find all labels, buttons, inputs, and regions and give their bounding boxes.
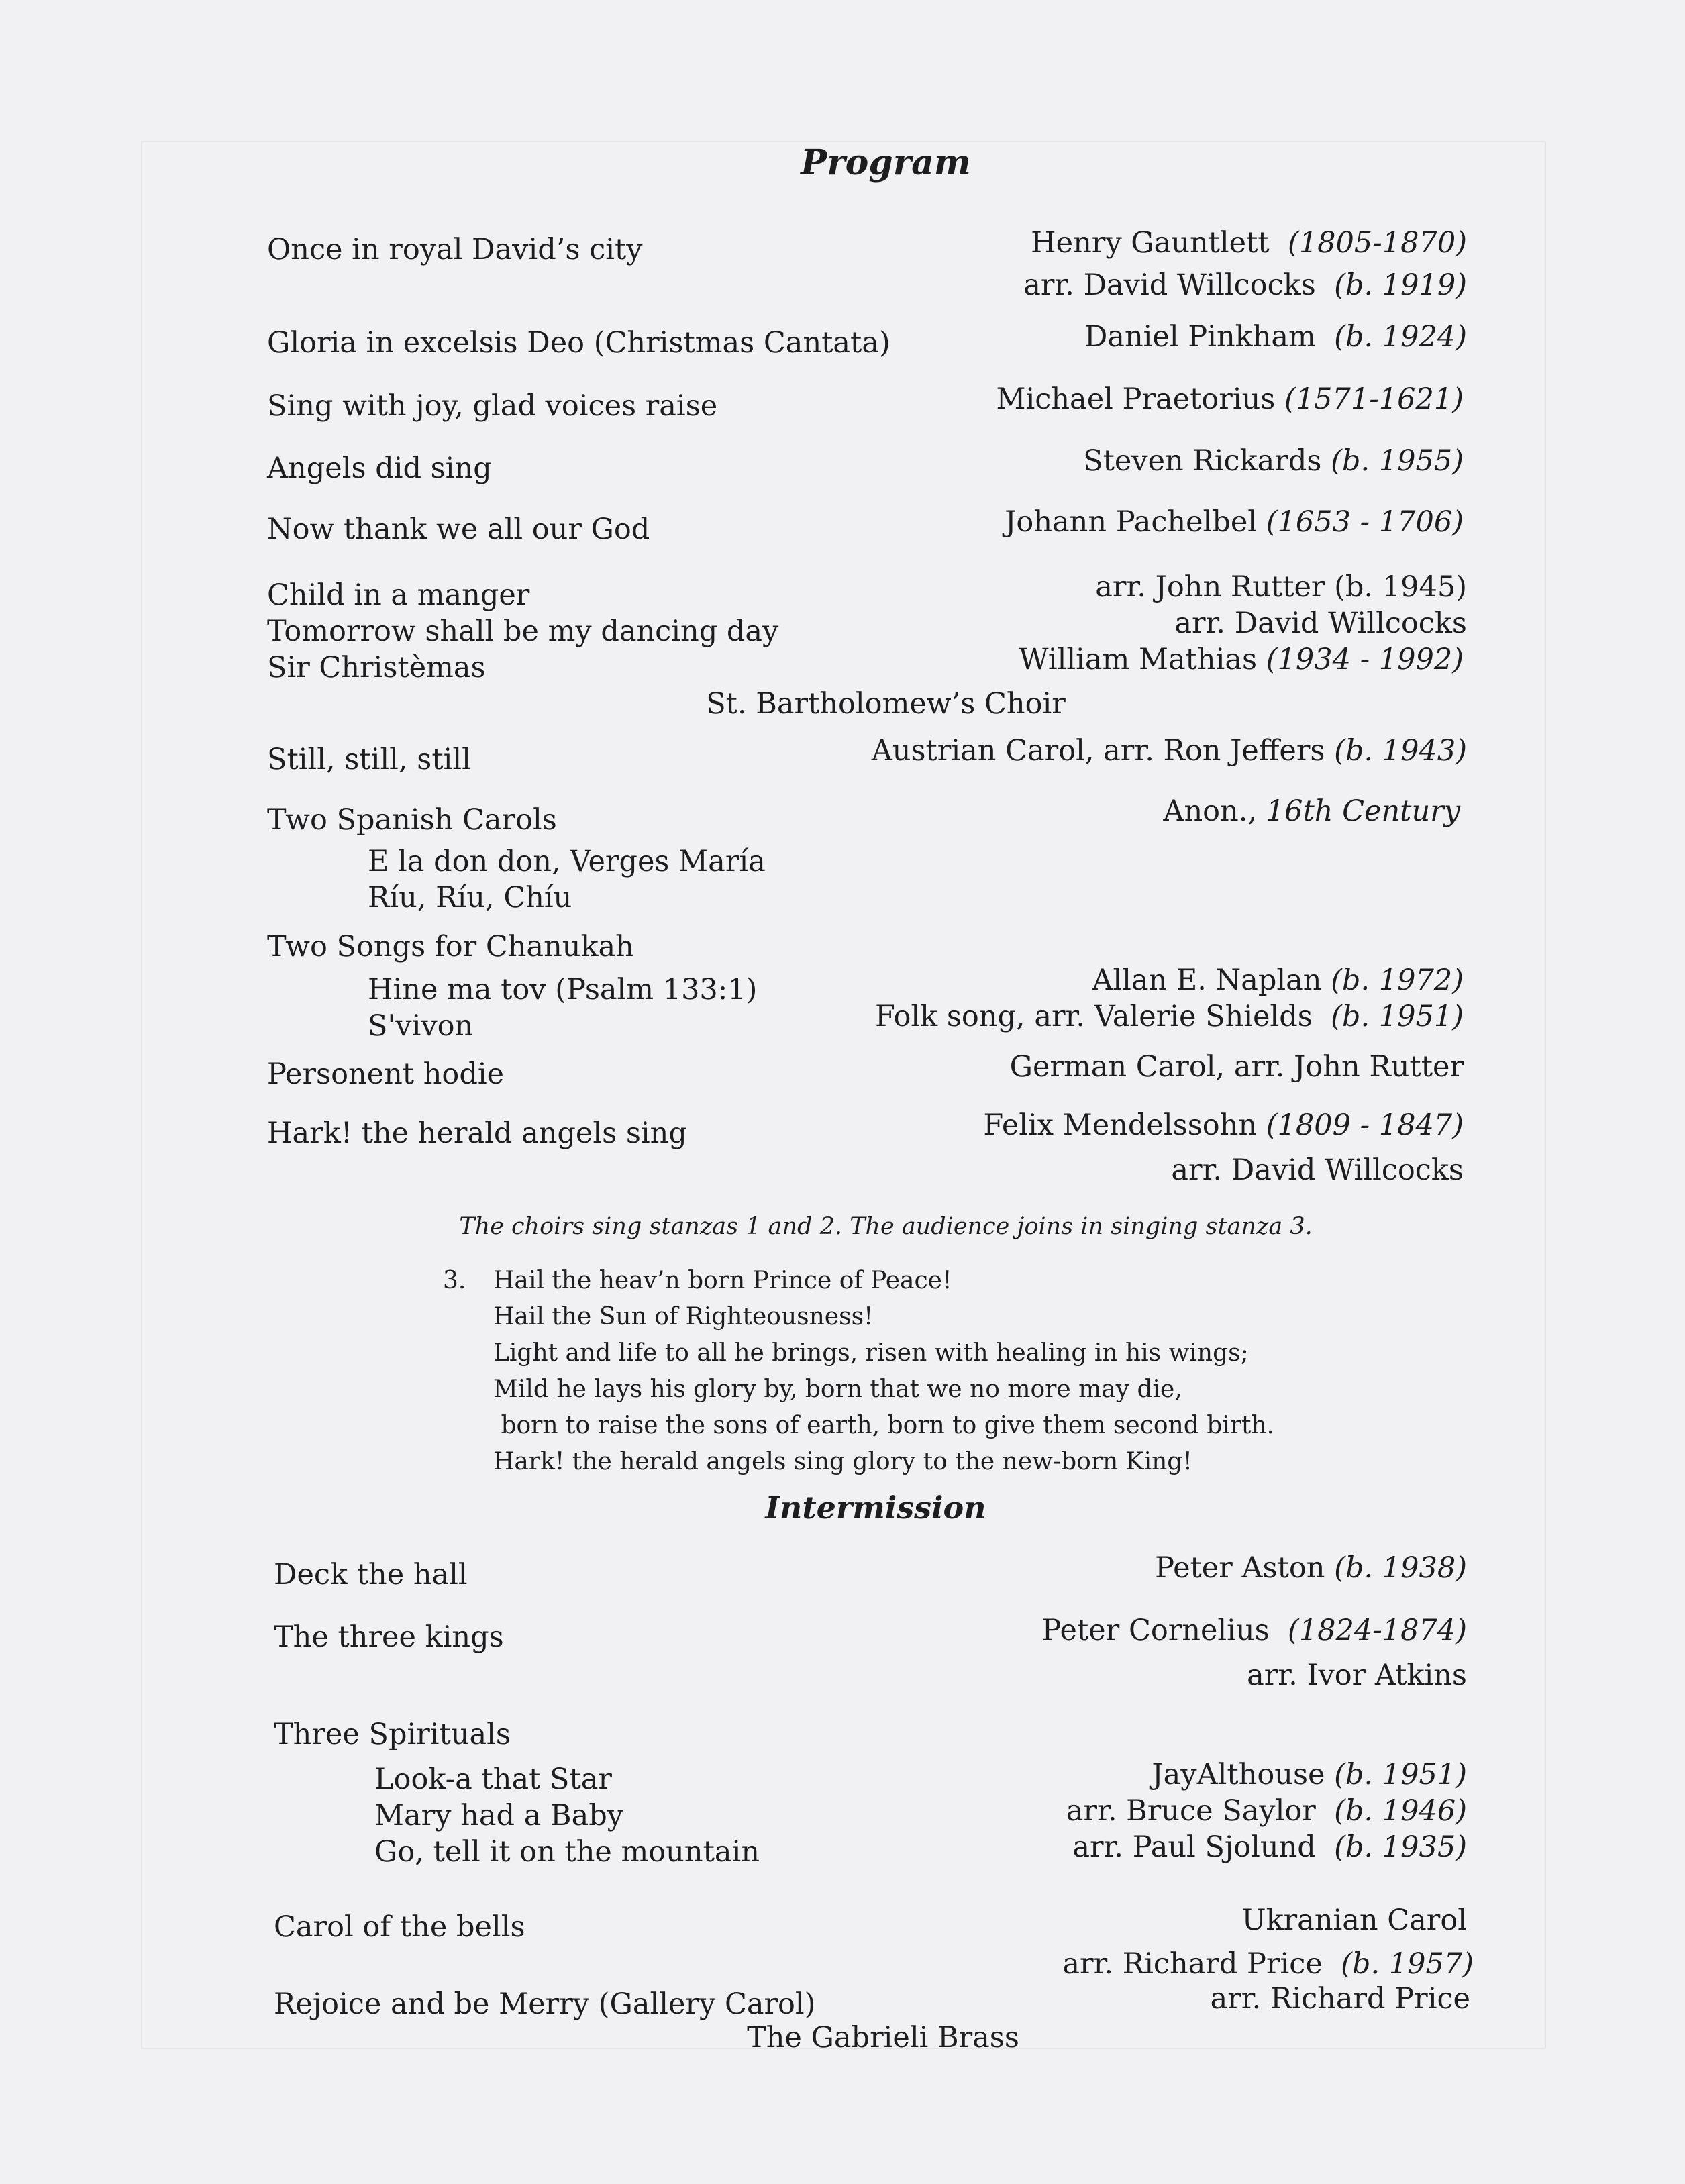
stanza-line: Hail the heav’n born Prince of Peace! (493, 1267, 952, 1294)
composer: Johann Pachelbel (1653 - 1706) (1005, 505, 1464, 539)
stanza-line: Hail the Sun of Righteousness! (493, 1303, 874, 1331)
composer: Daniel Pinkham (b. 1924) (1084, 320, 1467, 354)
piece-title: Carol of the bells (274, 1910, 525, 1944)
sub-piece: Mary had a Baby (374, 1799, 624, 1832)
composer: German Carol, arr. John Rutter (1009, 1050, 1464, 1084)
piece-title: Gloria in excelsis Deo (Christmas Cantata) (267, 326, 890, 360)
piece-title: Angels did sing (267, 452, 492, 485)
piece-title: Sir Christèmas (267, 651, 486, 684)
sub-piece: Hine ma tov (Psalm 133:1) (368, 973, 758, 1006)
composer: arr. Richard Price (1210, 1982, 1470, 2016)
piece-title: Rejoice and be Merry (Gallery Carol) (274, 1987, 816, 2021)
piece-title: Tomorrow shall be my dancing day (267, 615, 779, 648)
composer: arr. Paul Sjolund (b. 1935) (1072, 1830, 1467, 1864)
piece-title: Three Spirituals (274, 1718, 511, 1751)
piece-title: The three kings (274, 1620, 504, 1654)
composer: Felix Mendelssohn (1809 - 1847) (983, 1108, 1464, 1142)
piece-title: Still, still, still (267, 743, 471, 776)
sub-piece: S'vivon (368, 1009, 474, 1043)
piece-title: Two Songs for Chanukah (267, 930, 634, 964)
stanza-line: Mild he lays his glory by, born that we no more may die, (493, 1375, 1182, 1403)
composer: Anon., 16th Century (1163, 794, 1460, 828)
composer: Steven Rickards (b. 1955) (1083, 444, 1464, 478)
piece-title: Sing with joy, glad voices raise (267, 389, 718, 423)
intermission-heading: Intermission (765, 1490, 986, 1526)
stanza-number: 3. (443, 1267, 466, 1294)
stanza-line: Hark! the herald angels sing glory to the new-born King! (493, 1448, 1192, 1475)
piece-title: Deck the hall (274, 1558, 468, 1592)
composer: Michael Praetorius (1571-1621) (996, 382, 1464, 416)
composer: Henry Gauntlett (1805-1870) (1031, 226, 1467, 260)
sub-piece: E la don don, Verges María (368, 845, 766, 878)
composer: arr. Bruce Saylor (b. 1946) (1066, 1794, 1467, 1828)
composer: William Mathias (1934 - 1992) (1019, 643, 1464, 676)
sub-piece: Look-a that Star (374, 1763, 612, 1796)
piece-title: Once in royal David’s city (267, 233, 643, 266)
sub-piece: Ríu, Ríu, Chíu (368, 881, 572, 915)
composer: Peter Aston (b. 1938) (1155, 1551, 1467, 1585)
performer: St. Bartholomew’s Choir (706, 687, 1066, 721)
performer: The Gabrieli Brass (747, 2021, 1019, 2055)
composer: Austrian Carol, arr. Ron Jeffers (b. 1943) (871, 734, 1467, 768)
piece-title: Hark! the herald angels sing (267, 1116, 687, 1150)
piece-title: Two Spanish Carols (267, 803, 557, 837)
composer: Allan E. Naplan (b. 1972) (1092, 964, 1464, 997)
composer: Ukranian Carol (1241, 1904, 1467, 1937)
piece-title: Personent hodie (267, 1057, 505, 1091)
composer: JayAlthouse (b. 1951) (1152, 1758, 1467, 1791)
audience-note: The choirs sing stanzas 1 and 2. The audience joins in singing stanza 3. (459, 1213, 1313, 1240)
page-title: Program (801, 142, 971, 183)
piece-title: Child in a manger (267, 578, 530, 612)
piece-title: Now thank we all our God (267, 513, 650, 546)
arranger: arr. David Willcocks (b. 1919) (1023, 268, 1467, 302)
stanza-line: Light and life to all he brings, risen with healing in his wings; (493, 1339, 1249, 1367)
arranger: arr. Richard Price (b. 1957) (1062, 1947, 1474, 1981)
stanza-line: born to raise the sons of earth, born to give them second birth. (493, 1412, 1275, 1439)
arranger: arr. Ivor Atkins (1247, 1659, 1467, 1692)
composer: Folk song, arr. Valerie Shields (b. 1951) (875, 1000, 1464, 1033)
composer: arr. John Rutter (b. 1945) (1095, 570, 1467, 604)
arranger: arr. David Willcocks (1171, 1153, 1464, 1187)
composer: arr. David Willcocks (1174, 607, 1467, 640)
sub-piece: Go, tell it on the mountain (374, 1835, 760, 1869)
composer: Peter Cornelius (1824-1874) (1041, 1614, 1467, 1647)
